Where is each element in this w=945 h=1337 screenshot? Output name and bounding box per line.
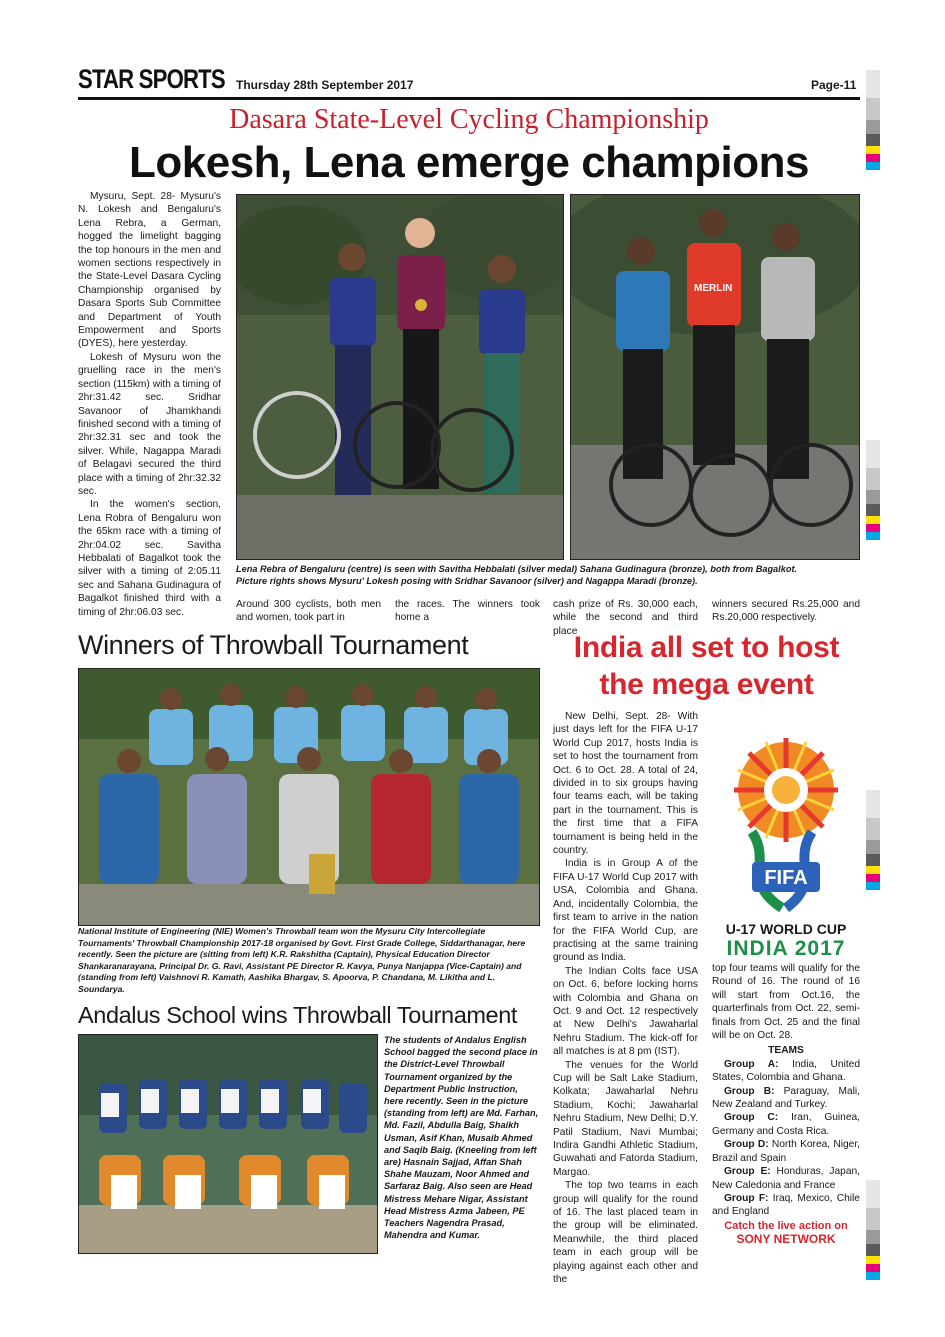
- cycling-men-photo: [570, 194, 860, 560]
- group-entry: [712, 1192, 860, 1219]
- fifa-headline-2: the mega event: [599, 668, 814, 701]
- group-entry: [712, 1058, 860, 1085]
- paper-name: STAR SPORTS: [78, 64, 225, 94]
- teams-heading: TEAMS: [768, 1045, 804, 1057]
- andalus-team-photo: [78, 1034, 378, 1254]
- cycling-caption: [236, 563, 860, 587]
- group-label: Group F:: [724, 1192, 769, 1204]
- group-teams: North Korea, Niger, Brazil and Spain: [712, 1139, 860, 1164]
- group-label: Group A:: [724, 1058, 779, 1070]
- page-number: Page-11: [811, 78, 857, 92]
- group-entry: [712, 1111, 860, 1138]
- throwball-caption: National Institute of Engineering (NIE) Women's Throwball team won the Mysuru City Intercollegiate Tournaments' Throwball Championship 2017-18 organised by Govt. First Grade College, Siddarthanagar, here recently. Seen the picture are (sitting from left) K.R. Rakshitha (Captain), Physical Education Director Shankaranarayana, Principal Dr. G. Ravi, Assistant PE Director R. Kavya, Punya Nanjappa (Vice-Captain) and (standing from left) Vaishnovi R. Kamath, Aashika Bhargav, S. Apoorva, P. Chandana, M. Likitha and L. Soundarya.: [78, 926, 526, 994]
- group-teams: India, United States, Colombia and Ghana.: [712, 1058, 860, 1084]
- group-label: Group D:: [724, 1139, 769, 1151]
- cycling-women-photo: [236, 194, 564, 560]
- live-action-line-2: SONY NETWORK: [736, 1232, 836, 1247]
- cycling-continued-4: winners secured Rs.25,000 and Rs.20,000 respectively.: [712, 599, 860, 624]
- group-teams: Paraguay, Mali, New Zealand and Turkey.: [712, 1085, 860, 1111]
- cycling-kicker: Dasara State-Level Cycling Championship: [229, 104, 709, 135]
- cycling-paragraph: Mysuru, Sept. 28- Mysuru's N. Lokesh and Bengaluru's Lena Rebra, a German, hogged the limelight bagging the top honours in the men and women sections respectively in the State-Level Dasara Cycling Championship organised by Dasara Sports Sub Committee and Department of Youth Empowerment and Sports (DYES), here yesterday.: [78, 191, 221, 350]
- andalus-team-illustration: [79, 1035, 377, 1253]
- color-bar-bottom: [866, 1180, 880, 1280]
- cycling-continued-1: Around 300 cyclists, both men and women, took part in: [236, 599, 381, 624]
- group-list: [712, 1058, 860, 1219]
- group-entry: [712, 1165, 860, 1192]
- color-bar-mid: [866, 440, 880, 540]
- cycling-caption-line-1: Lena Rebra of Bengaluru (centre) is seen with Savitha Hebbalati (silver medal) Sahana Gudinagura (bronze), both from Bagalkot.: [236, 564, 798, 574]
- fifa-paragraph: The top two teams in each group will qualify for the round of 16. The last placed team in the group will be eliminated. Meanwhile, the third placed team in each group will be playing against each other and the: [553, 1180, 698, 1286]
- issue-date: Thursday 28th September 2017: [236, 78, 414, 92]
- fifa-paragraph: The venues for the World Cup will be Salt Lake Stadium, Kolkata; Jawaharlal Nehru Stadium, Kochi; Jawaharlal Nehru Stadium, New Delhi; D.Y. Patil Stadium, Navi Mumbai; Indira Gandhi Athletic Stadium, Guwahati and Fatorda Stadium, Margao.: [553, 1059, 698, 1178]
- cycling-paragraph: In the women's section, Lena Robra of Bengaluru won the 65km race with a timing of 2hr:04.02 sec. Savitha Hebbalati of Bagalkot took the silver with a timing of 2:05.11 sec and Sahana Gudinagura of Bagalkot finished third with a timing of 2hr:06.03 sec.: [78, 499, 221, 618]
- fifa-paragraph: The Indian Colts face USA on Oct. 6, before locking horns with Colombia and Ghana on Oct. 9 and Oct. 12 respectively at New Delhi's Jawaharlal Nehru Stadium. The kick-off for all matches is at 8 pm (IST).: [553, 965, 698, 1058]
- cycling-column-1: [78, 190, 221, 619]
- group-teams: Iran, Guinea, Germany and Costa Rica.: [712, 1112, 860, 1137]
- group-teams: Iraq, Mexico, Chile and England: [712, 1192, 860, 1218]
- fifa-paragraph: India is in Group A of the FIFA U-17 World Cup 2017 with USA, Colombia and Ghana. And, incidentally Colombia, the first team to arrive in the nation for the FIFA World Cup, are practising at the same training ground as India.: [553, 858, 698, 964]
- cycling-caption-line-2: Picture rights shows Mysuru' Lokesh posing with Sridhar Savanoor (silver) and Nagappa Maradi (bronze).: [236, 576, 698, 586]
- fifa-column-1: [553, 710, 698, 1286]
- fifa-u17-logo: [712, 712, 860, 960]
- fifa-column-2: [712, 962, 860, 1247]
- andalus-headline: Andalus School wins Throwball Tournament: [78, 1002, 518, 1028]
- cycling-continued-2: the races. The winners took home a: [395, 599, 540, 624]
- color-bar-top: [866, 70, 880, 170]
- cycling-continued-3: cash prize of Rs. 30,000 each, while the second and third place: [553, 599, 698, 637]
- fifa-headline-1: India all set to host: [573, 631, 840, 664]
- cycling-women-illustration: [237, 195, 563, 559]
- cycling-paragraph: Lokesh of Mysuru won the gruelling race in the men's section (115km) with a timing of 2hr:31.42 sec. Sridhar Savanoor of Jhamkhandi finished second with a timing of 2hr:32.31 sec and took the silver. While, Nagappa Maradi of Belagavi secured the third place with a timing of 2hr:32.32 sec.: [78, 351, 221, 497]
- andalus-caption: The students of Andalus English School bagged the second place in the District-Level Throwball Tournament organized by the Department Public Instruction, here recently. Seen in the picture (standing from left) are Md. Farhan, Md. Fazil, Abdulla Baig, Shaikh Usman, Asif Khan, Musaib Ahmed and Saqib Baig. (Kneeling from left are) Hasnain Sajjad, Affan Shah Shahe Mauzam, Noor Ahmed and Sarfaraz Baig. Also seen are Head Mistress Mehare Nigar, Assistant Head Mistress Azma Jabeen, PE Teachers Nagendra Prasad, Mahendra and Kumar.: [384, 1035, 539, 1241]
- fifa-column-2-intro: top four teams will qualify for the Round of 16. The round of 16 will start from Oct.16, the quarterfinals from Oct. 22, semi-finals from Oct. 25 and the final will be on Oct. 28.: [712, 963, 860, 1042]
- throwball-headline: Winners of Throwball Tournament: [78, 630, 469, 660]
- throwball-team-illustration: [79, 669, 539, 925]
- fifa-logo-line-2: INDIA 2017: [726, 937, 846, 960]
- fifa-word-mark: FIFA: [764, 867, 808, 889]
- group-label: Group E:: [724, 1166, 771, 1178]
- cycling-men-illustration: [571, 195, 859, 559]
- fifa-swirl-emblem: [712, 712, 860, 912]
- live-action-line-1: Catch the live action on: [724, 1219, 848, 1232]
- group-entry: [712, 1085, 860, 1112]
- group-teams: Honduras, Japan, New Caledonia and France: [712, 1166, 861, 1191]
- group-label: Group C:: [724, 1112, 779, 1124]
- masthead-rule: [78, 97, 860, 100]
- group-label: Group B:: [724, 1085, 775, 1097]
- group-entry: [712, 1138, 860, 1165]
- color-bar-lower: [866, 790, 880, 890]
- cycling-headline: Lokesh, Lena emerge champions: [129, 138, 809, 187]
- throwball-team-photo: [78, 668, 540, 926]
- jersey-text: MERLIN: [694, 283, 733, 294]
- fifa-logo-line-1: U-17 WORLD CUP: [725, 921, 847, 937]
- fifa-paragraph: New Delhi, Sept. 28- With just days left for the FIFA U-17 World Cup 2017, hosts India is set to host the tournament from Oct. 6 to Oct. 28. A total of 24, divided in to six groups having four teams each, will be taking part in the tournament. This is the first time that a FIFA tournament is being held in the country.: [553, 711, 698, 857]
